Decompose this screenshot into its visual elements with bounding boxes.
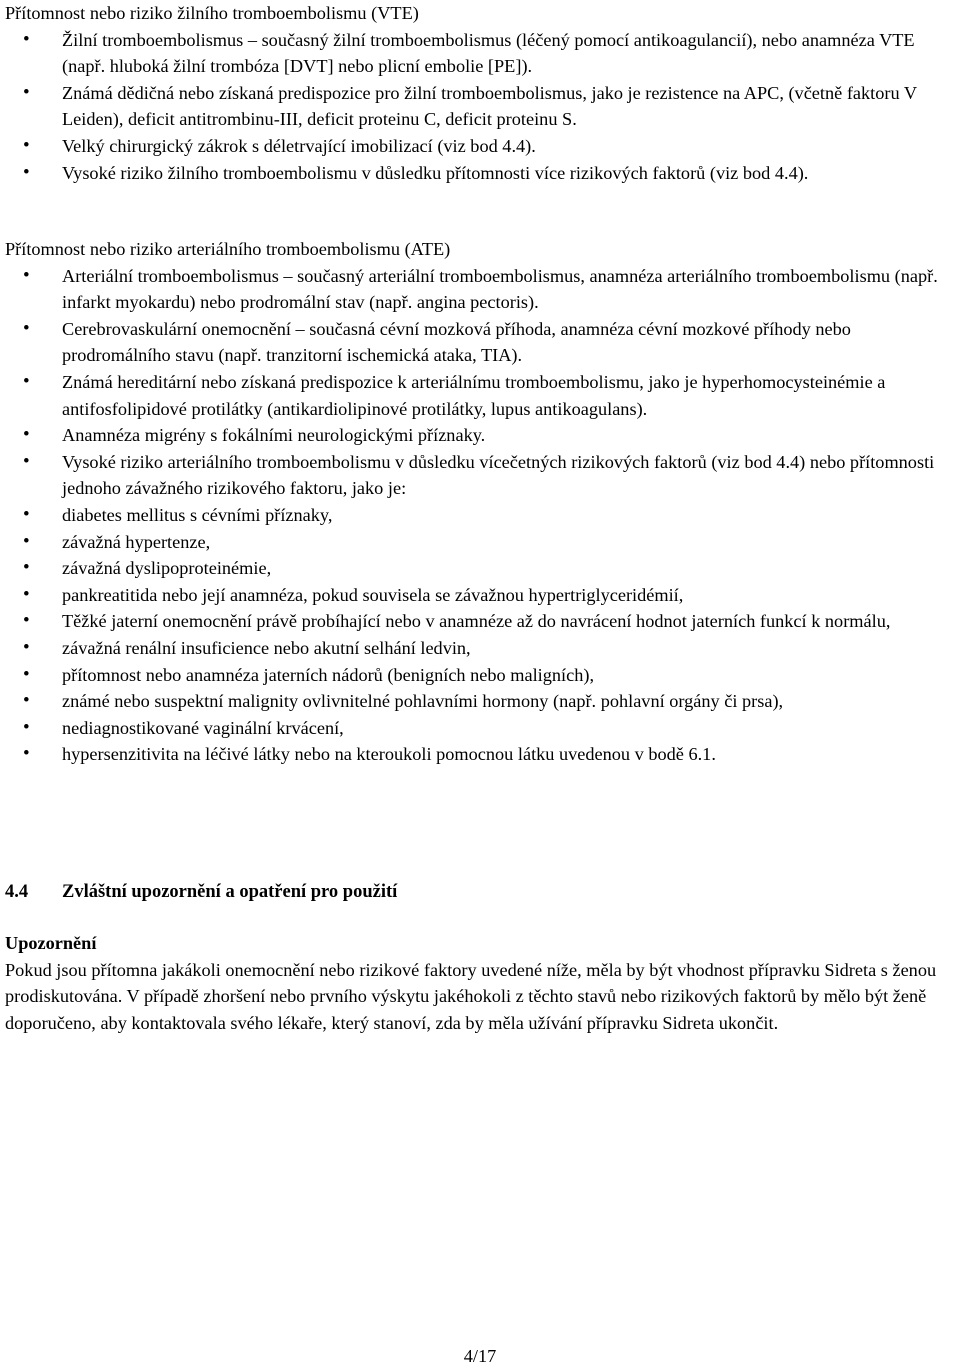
list-item: • Známá hereditární nebo získaná predispozice k arteriálnímu tromboembolismu, jako je hyperhomocysteinémie a antifosfolipidové protilátky (antikardiolipinové protilátky, lupus antikoagulans). [5,369,955,422]
list-item: • diabetes mellitus s cévními příznaky, [5,502,955,529]
list-item: • Arteriální tromboembolismus – současný arteriální tromboembolismus, anamnéza arteriálního tromboembolismu (např. infarkt myokardu) nebo prodromální stav (např. angina pectoris). [5,263,955,316]
ate-heading: Přítomnost nebo riziko arteriálního tromboembolismu (ATE) [5,239,451,259]
list-item: • Vysoké riziko žilního tromboembolismu v důsledku přítomnosti více rizikových faktorů (viz bod 4.4). [5,160,955,187]
list-item: • známé nebo suspektní malignity ovlivnitelné pohlavními hormony (např. pohlavní orgány či prsa), [5,688,955,715]
list-item: • hypersenzitivita na léčivé látky nebo na kteroukoli pomocnou látku uvedenou v bodě 6.1. [5,741,955,768]
list-item: • Žilní tromboembolismus – současný žilní tromboembolismus (léčený pomocí antikoagulancií), nebo anamnéza VTE (např. hluboká žilní trombóza [DVT] nebo plicní embolie [PE]). [5,27,955,80]
list-item: • závažná hypertenze, [5,529,955,556]
ate-section [5,236,955,768]
vte-heading: Přítomnost nebo riziko žilního tromboembolismu (VTE) [5,3,419,23]
upozorneni-section [5,930,955,1036]
vte-section [5,0,955,186]
section-title: Zvláštní upozornění a opatření pro použití [62,882,398,902]
list-item: • závažná renální insuficience nebo akutní selhání ledvin, [5,635,955,662]
list-item: • Vysoké riziko arteriálního tromboembolismu v důsledku vícečetných rizikových faktorů (viz bod 4.4) nebo přítomnosti jednoho závažného rizikového faktoru, jako je: [5,449,955,502]
list-item: • přítomnost nebo anamnéza jaterních nádorů (benigních nebo maligních), [5,662,955,689]
list-item: • pankreatitida nebo její anamnéza, pokud souvisela se závažnou hypertriglyceridémií, [5,582,955,609]
list-item: • závažná dyslipoproteinémie, [5,555,955,582]
ate-list [5,263,955,768]
vte-list [5,27,955,187]
list-item: • Velký chirurgický zákrok s déletrvající imobilizací (viz bod 4.4). [5,133,955,160]
list-item: • Anamnéza migrény s fokálními neurologickými příznaky. [5,422,955,449]
page-number: 4/17 [463,1346,497,1366]
section-heading-4-4 [5,879,397,906]
list-item: • nediagnostikované vaginální krvácení, [5,715,955,742]
section-number: 4.4 [5,882,29,902]
list-item: • Těžké jaterní onemocnění právě probíhající nebo v anamnéze až do navrácení hodnot jaterních funkcí k normálu, [5,608,955,635]
list-item: • Známá dědičná nebo získaná predispozice pro žilní tromboembolismus, jako je rezistence na APC, (včetně faktoru V Leiden), deficit antitrombinu-III, deficit proteinu C, deficit proteinu S. [5,80,955,133]
list-item: • Cerebrovaskulární onemocnění – současná cévní mozková příhoda, anamnéza cévní mozkové příhody nebo prodromálního stavu (např. tranzitorní ischemická ataka, TIA). [5,316,955,369]
upozorneni-heading: Upozornění [5,933,97,953]
upozorneni-text: Pokud jsou přítomna jakákoli onemocnění nebo rizikové faktory uvedené níže, měla by být vhodnost přípravku Sidreta s ženou prodiskutována. V případě zhoršení nebo prvního výskytu jakéhokoli z těchto stavů nebo rizikových faktorů by mělo být ženě doporučeno, aby kontaktovala svého lékaře, který stanoví, zda by měla užívání přípravku Sidreta ukončit. [5,959,937,1033]
